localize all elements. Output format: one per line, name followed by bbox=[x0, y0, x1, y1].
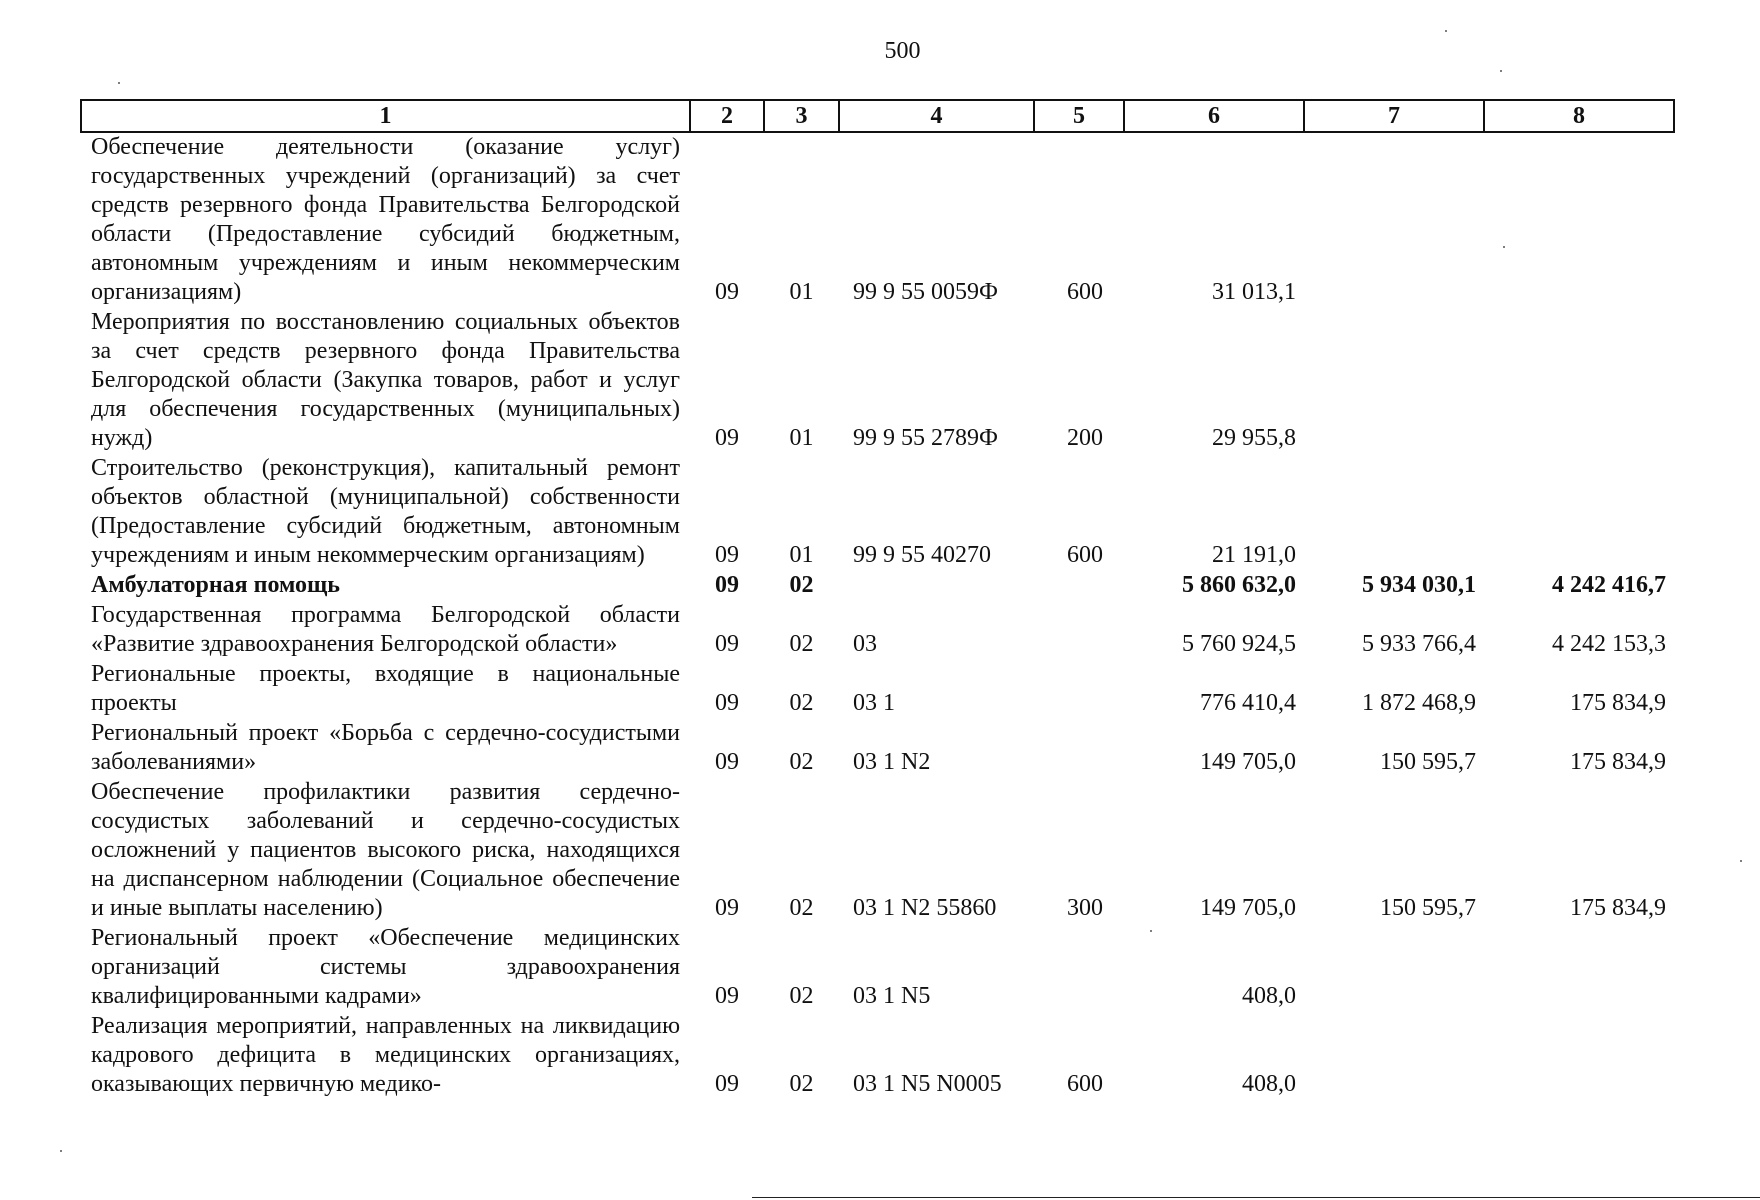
cell-col-5 bbox=[1034, 719, 1124, 778]
cell-col-7: 150 595,7 bbox=[1380, 895, 1476, 921]
budget-table bbox=[80, 99, 1675, 1100]
cell-col-8 bbox=[1484, 924, 1674, 1012]
header-cell-3: 3 bbox=[764, 100, 839, 132]
cell-col-3: 02 bbox=[789, 1071, 814, 1097]
cell-col-5: 600 bbox=[1067, 542, 1103, 568]
row-name-cell: Обеспечение профилактики развития сердечно-сосудистых заболеваний и сердечно-сосудистых осложнений у пациентов высокого риска, находящихся на диспансерном наблюдении (Социальное обеспечение и иные выплаты населению) bbox=[91, 779, 680, 921]
cell-col-4: 03 1 N2 bbox=[853, 749, 931, 775]
row-name-cell: Региональные проекты, входящие в национальные проекты bbox=[91, 661, 680, 716]
cell-col-3: 01 bbox=[789, 425, 814, 451]
cell-col-7 bbox=[1304, 924, 1484, 1012]
cell-col-2: 09 bbox=[715, 983, 739, 1009]
cell-col-4: 99 9 55 0059Ф bbox=[853, 279, 998, 305]
cell-col-6: 21 191,0 bbox=[1212, 542, 1296, 568]
cell-col-7: 5 934 030,1 bbox=[1362, 572, 1476, 598]
cell-col-6: 408,0 bbox=[1242, 983, 1296, 1009]
cell-col-2: 09 bbox=[715, 279, 739, 305]
row-name-cell: Амбулаторная помощь bbox=[91, 572, 340, 598]
cell-col-5: 300 bbox=[1067, 895, 1103, 921]
cell-col-3: 02 bbox=[789, 631, 814, 657]
cell-col-4: 03 1 N5 N0005 bbox=[853, 1071, 1002, 1097]
header-cell-1: 1 bbox=[81, 100, 690, 132]
cell-col-5: 600 bbox=[1067, 279, 1103, 305]
scan-speck bbox=[60, 1150, 62, 1152]
cell-col-4: 03 1 N2 55860 bbox=[853, 895, 997, 921]
cell-col-4 bbox=[839, 571, 1034, 601]
bottom-rule bbox=[752, 1197, 1760, 1198]
cell-col-7 bbox=[1304, 132, 1484, 308]
cell-col-7: 5 933 766,4 bbox=[1362, 631, 1476, 657]
cell-col-8: 175 834,9 bbox=[1570, 690, 1666, 716]
cell-col-5 bbox=[1034, 601, 1124, 660]
cell-col-5: 200 bbox=[1067, 425, 1103, 451]
cell-col-3: 01 bbox=[789, 279, 814, 305]
page-number: 500 bbox=[884, 38, 921, 64]
cell-col-6: 776 410,4 bbox=[1200, 690, 1296, 716]
cell-col-6: 31 013,1 bbox=[1212, 279, 1296, 305]
row-name-cell: Государственная программа Белгородской области «Развитие здравоохранения Белгородской области» bbox=[91, 602, 680, 657]
cell-col-5: 600 bbox=[1067, 1071, 1103, 1097]
table-header bbox=[81, 100, 1674, 132]
scan-speck bbox=[118, 82, 120, 84]
cell-col-8 bbox=[1484, 308, 1674, 454]
header-cell-8: 8 bbox=[1484, 100, 1674, 132]
cell-col-8: 175 834,9 bbox=[1570, 749, 1666, 775]
cell-col-3: 01 bbox=[789, 542, 814, 568]
cell-col-2: 09 bbox=[715, 631, 739, 657]
cell-col-6: 29 955,8 bbox=[1212, 425, 1296, 451]
cell-col-8 bbox=[1484, 132, 1674, 308]
cell-col-6: 149 705,0 bbox=[1200, 895, 1296, 921]
cell-col-2: 09 bbox=[715, 425, 739, 451]
cell-col-2: 09 bbox=[715, 690, 739, 716]
cell-col-7 bbox=[1304, 454, 1484, 571]
cell-col-2: 09 bbox=[715, 895, 739, 921]
table-row bbox=[81, 454, 1674, 571]
header-cell-7: 7 bbox=[1304, 100, 1484, 132]
row-name-cell: Строительство (реконструкция), капитальный ремонт объектов областной (муниципальной) собственности (Предоставление субсидий бюджетным, автономным учреждениям и иным некоммерческим организациям) bbox=[91, 455, 680, 568]
cell-col-8: 4 242 153,3 bbox=[1552, 631, 1666, 657]
row-name-cell: Обеспечение деятельности (оказание услуг) государственных учреждений (организаций) за счет средств резервного фонда Правительства Белгородской области (Предоставление субсидий бюджетным, автономным учреждениям и иным некоммерческим организациям) bbox=[91, 134, 680, 305]
cell-col-2: 09 bbox=[715, 542, 739, 568]
scan-speck bbox=[1445, 30, 1447, 32]
table-row bbox=[81, 571, 1674, 601]
row-name-cell: Региональный проект «Обеспечение медицинских организаций системы здравоохранения квалифицированными кадрами» bbox=[91, 925, 680, 1009]
header-cell-4: 4 bbox=[839, 100, 1034, 132]
cell-col-8: 175 834,9 bbox=[1570, 895, 1666, 921]
row-name-cell: Мероприятия по восстановлению социальных объектов за счет средств резервного фонда Правительства Белгородской области (Закупка товаров, работ и услуг для обеспечения государственных (муниципальных) нужд) bbox=[91, 309, 680, 451]
table-row bbox=[81, 719, 1674, 778]
table-row bbox=[81, 924, 1674, 1012]
cell-col-8: 4 242 416,7 bbox=[1552, 572, 1666, 598]
table-row bbox=[81, 601, 1674, 660]
header-cell-5: 5 bbox=[1034, 100, 1124, 132]
cell-col-2: 09 bbox=[715, 572, 739, 598]
cell-col-6: 5 860 632,0 bbox=[1182, 572, 1296, 598]
cell-col-8 bbox=[1484, 1012, 1674, 1100]
cell-col-4: 03 1 N5 bbox=[853, 983, 931, 1009]
header-cell-2: 2 bbox=[690, 100, 764, 132]
cell-col-6: 149 705,0 bbox=[1200, 749, 1296, 775]
cell-col-6: 408,0 bbox=[1242, 1071, 1296, 1097]
cell-col-5 bbox=[1034, 571, 1124, 601]
cell-col-3: 02 bbox=[789, 690, 814, 716]
scan-speck bbox=[1503, 246, 1505, 248]
cell-col-3: 02 bbox=[789, 749, 814, 775]
header-cell-6: 6 bbox=[1124, 100, 1304, 132]
scan-speck bbox=[1740, 860, 1742, 862]
table-row bbox=[81, 308, 1674, 454]
cell-col-6: 5 760 924,5 bbox=[1182, 631, 1296, 657]
cell-col-5 bbox=[1034, 660, 1124, 719]
cell-col-4: 03 1 bbox=[853, 690, 895, 716]
cell-col-7 bbox=[1304, 308, 1484, 454]
scan-speck bbox=[1500, 70, 1502, 72]
cell-col-4: 99 9 55 2789Ф bbox=[853, 425, 998, 451]
table-row bbox=[81, 132, 1674, 308]
cell-col-4: 03 bbox=[853, 631, 877, 657]
cell-col-3: 02 bbox=[789, 895, 814, 921]
cell-col-7: 150 595,7 bbox=[1380, 749, 1476, 775]
cell-col-3: 02 bbox=[789, 983, 814, 1009]
cell-col-7: 1 872 468,9 bbox=[1362, 690, 1476, 716]
table-row bbox=[81, 1012, 1674, 1100]
cell-col-4: 99 9 55 40270 bbox=[853, 542, 991, 568]
cell-col-2: 09 bbox=[715, 1071, 739, 1097]
cell-col-3: 02 bbox=[789, 572, 814, 598]
cell-col-7 bbox=[1304, 1012, 1484, 1100]
row-name-cell: Реализация мероприятий, направленных на ликвидацию кадрового дефицита в медицинских организациях, оказывающих первичную медико- bbox=[91, 1013, 680, 1097]
cell-col-5 bbox=[1034, 924, 1124, 1012]
table-body bbox=[81, 132, 1674, 1100]
cell-col-2: 09 bbox=[715, 749, 739, 775]
table-row bbox=[81, 778, 1674, 924]
header-row bbox=[81, 100, 1674, 132]
cell-col-8 bbox=[1484, 454, 1674, 571]
table-row bbox=[81, 660, 1674, 719]
row-name-cell: Региональный проект «Борьба с сердечно-сосудистыми заболеваниями» bbox=[91, 720, 680, 775]
scan-speck bbox=[1150, 930, 1152, 932]
